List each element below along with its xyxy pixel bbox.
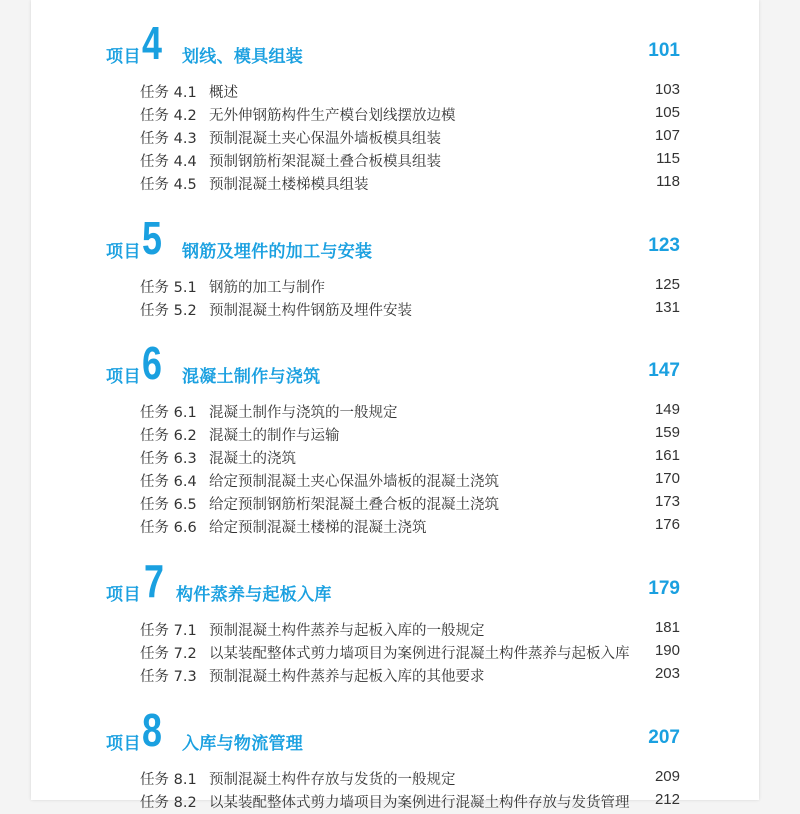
toc-task-row[interactable]	[31, 493, 759, 516]
project-word: 项目	[106, 734, 141, 754]
task-title: 混凝土制作与浇筑的一般规定	[209, 405, 398, 421]
project-page-number: 147	[648, 360, 680, 381]
toc-task-row[interactable]	[31, 299, 759, 322]
project-title: 入库与物流管理	[182, 734, 304, 754]
task-title: 给定预制混凝土夹心保温外墙板的混凝土浇筑	[209, 474, 499, 490]
project-number: 5	[142, 212, 162, 264]
task-page-number: 149	[654, 401, 680, 418]
toc-task-row[interactable]	[31, 127, 759, 150]
task-page-number: 118	[656, 173, 680, 190]
toc-task-row[interactable]	[31, 150, 759, 173]
task-page-number: 203	[654, 665, 680, 682]
toc-task-row[interactable]	[31, 619, 759, 642]
toc-task-row[interactable]	[31, 173, 759, 196]
project-title: 钢筋及埋件的加工与安装	[182, 242, 373, 262]
project-page-number: 207	[648, 727, 680, 748]
toc-task-row[interactable]	[31, 401, 759, 424]
project-number: 6	[142, 337, 162, 389]
task-title: 以某装配整体式剪力墙项目为案例进行混凝土构件存放与发货管理	[209, 795, 630, 811]
task-title: 预制混凝土夹心保温外墙板模具组装	[209, 131, 441, 147]
task-label: 任务 6.6	[140, 520, 197, 536]
project-page-number: 179	[648, 578, 680, 599]
task-label: 任务 6.5	[140, 497, 197, 513]
task-title: 给定预制混凝土楼梯的混凝土浇筑	[209, 520, 427, 536]
toc-task-row[interactable]	[31, 768, 759, 791]
project-word: 项目	[106, 242, 141, 262]
project-word: 项目	[106, 585, 141, 605]
task-title: 无外伸钢筋构件生产模台划线摆放边模	[209, 108, 456, 124]
project-title: 混凝土制作与浇筑	[182, 367, 321, 387]
task-page-number: 107	[654, 127, 680, 144]
toc-task-row[interactable]	[31, 104, 759, 127]
task-page-number: 115	[656, 150, 680, 167]
task-title: 给定预制钢筋桁架混凝土叠合板的混凝土浇筑	[209, 497, 499, 513]
task-label: 任务 4.4	[140, 154, 197, 170]
task-title: 混凝土的浇筑	[209, 451, 296, 467]
task-label: 任务 6.3	[140, 451, 197, 467]
task-page-number: 212	[654, 791, 680, 808]
task-label: 任务 4.5	[140, 177, 197, 193]
toc-page	[31, 0, 759, 811]
toc-task-row[interactable]	[31, 665, 759, 688]
task-page-number: 105	[654, 104, 680, 121]
project-title: 构件蒸养与起板入库	[176, 585, 332, 605]
task-label: 任务 7.1	[140, 623, 197, 639]
task-title: 概述	[209, 85, 238, 101]
task-page-number: 176	[654, 516, 680, 533]
toc-task-row[interactable]	[31, 424, 759, 447]
task-label: 任务 7.2	[140, 646, 197, 662]
task-page-number: 159	[654, 424, 680, 441]
task-label: 任务 6.2	[140, 428, 197, 444]
toc-task-row[interactable]	[31, 81, 759, 104]
project-number: 4	[142, 17, 162, 69]
project-number: 7	[144, 555, 164, 607]
project-number: 8	[142, 704, 162, 756]
toc-task-row[interactable]	[31, 516, 759, 539]
project-heading-7[interactable]	[31, 555, 759, 614]
task-label: 任务 6.1	[140, 405, 197, 421]
toc-task-row[interactable]	[31, 470, 759, 493]
task-page-number: 181	[654, 619, 680, 636]
task-title: 预制混凝土构件蒸养与起板入库的其他要求	[209, 669, 485, 685]
task-page-number: 161	[654, 447, 680, 464]
task-page-number: 170	[654, 470, 680, 487]
project-word: 项目	[106, 367, 141, 387]
toc-task-row[interactable]	[31, 791, 759, 814]
task-label: 任务 6.4	[140, 474, 197, 490]
task-label: 任务 7.3	[140, 669, 197, 685]
task-title: 预制钢筋桁架混凝土叠合板模具组装	[209, 154, 441, 170]
task-label: 任务 5.1	[140, 280, 197, 296]
project-heading-6[interactable]	[31, 337, 759, 396]
project-page-number: 101	[648, 40, 680, 61]
task-label: 任务 4.2	[140, 108, 197, 124]
task-label: 任务 4.3	[140, 131, 197, 147]
task-title: 以某装配整体式剪力墙项目为案例进行混凝土构件蒸养与起板入库	[209, 646, 630, 662]
project-heading-8[interactable]	[31, 704, 759, 763]
toc-task-row[interactable]	[31, 447, 759, 470]
toc-task-row[interactable]	[31, 642, 759, 665]
task-label: 任务 8.2	[140, 795, 197, 811]
project-page-number: 123	[648, 235, 680, 256]
project-word: 项目	[106, 47, 141, 67]
task-page-number: 131	[654, 299, 680, 316]
task-page-number: 103	[654, 81, 680, 98]
task-page-number: 209	[654, 768, 680, 785]
task-title: 钢筋的加工与制作	[209, 280, 325, 296]
task-label: 任务 4.1	[140, 85, 197, 101]
project-heading-5[interactable]	[31, 212, 759, 271]
task-title: 预制混凝土楼梯模具组装	[209, 177, 369, 193]
task-label: 任务 8.1	[140, 772, 197, 788]
project-heading-4[interactable]	[31, 17, 759, 76]
toc-task-row[interactable]	[31, 276, 759, 299]
task-page-number: 173	[654, 493, 680, 510]
task-page-number: 190	[654, 642, 680, 659]
task-page-number: 125	[654, 276, 680, 293]
task-label: 任务 5.2	[140, 303, 197, 319]
project-title: 划线、模具组装	[182, 47, 304, 67]
task-title: 预制混凝土构件蒸养与起板入库的一般规定	[209, 623, 485, 639]
task-title: 预制混凝土构件钢筋及埋件安装	[209, 303, 412, 319]
task-title: 混凝土的制作与运输	[209, 428, 340, 444]
task-title: 预制混凝土构件存放与发货的一般规定	[209, 772, 456, 788]
